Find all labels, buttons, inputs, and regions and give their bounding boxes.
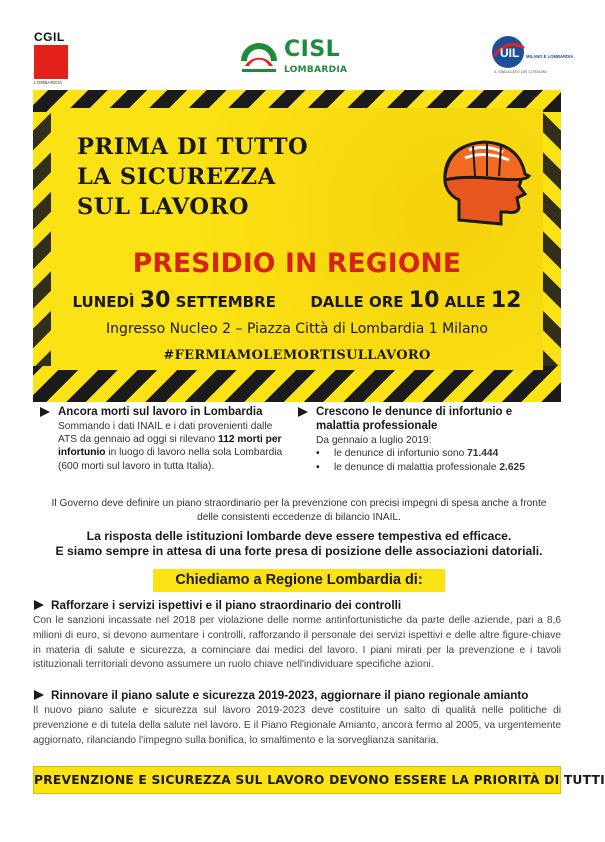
- bold-statement-line-2: E siamo sempre in attesa di una forte presa di posizione delle associazioni datoriali.: [55, 544, 543, 558]
- left-column-text: [40, 420, 288, 473]
- right-column-list: [298, 447, 558, 475]
- section-text: Con le sanzioni incassate nel 2018 per violazione delle norme antinfortunistiche da parte delle aziende, pari a 8,6 milioni di euro, si devono aumentare i controlli, rafforzando il personale dei servizi ispettivi e delle altre figure-chiave in materia di salute e sicurezza, a cominciare dai medici del lavoro. I piani mirati per la prevenzione e i tavoli istituzionali territoriali devono assumere un ruolo chiave nell'individuare specifiche azioni.: [33, 615, 561, 671]
- triangle-bullet-icon: [298, 407, 308, 417]
- footer-banner: PREVENZIONE E SICUREZZA SUL LAVORO DEVONO ESSERE LA PRIORITÀ DI TUTTI: [33, 766, 561, 794]
- cisl-logo-text: CISL: [284, 37, 341, 62]
- right-column: [298, 405, 558, 475]
- event-date-time: [51, 288, 543, 313]
- cisl-emblem-icon: [238, 35, 280, 77]
- section-heading-text: Rafforzare i servizi ispettivi e il piano straordinario dei controlli: [51, 599, 402, 612]
- left-heading-text: Ancora morti sul lavoro in Lombardia: [58, 406, 263, 418]
- uil-logo-text: UIL: [500, 46, 520, 60]
- time-prefix: DALLE ORE: [310, 293, 404, 311]
- cgil-logo-text: CGIL: [34, 30, 65, 44]
- left-column-heading: [40, 405, 288, 419]
- date-month: SETTEMBRE: [175, 293, 276, 311]
- list-item-label: le denunce di infortunio sono: [334, 448, 468, 460]
- cgil-logo: [34, 30, 70, 85]
- date-day: 30: [139, 288, 171, 313]
- section-text: Il nuovo piano salute e sicurezza sul lavoro 2019-2023 deve costituire un salto di qualità nelle politiche di prevenzione e di tutela della salute nel lavoro. E il Piano Regionale Amianto, ancora fermo al 2005, va urgentemente aggiornato, rilanciando l'impegno sulla bonifica, lo smaltimento e la sorveglianza sanitaria.: [33, 705, 561, 746]
- triangle-bullet-icon: [40, 407, 50, 417]
- uil-emblem-icon: [486, 34, 574, 70]
- left-text-before: Sommando i dati INAIL e i dati provenienti dalle ATS da gennaio ad oggi si rilevano: [58, 421, 273, 446]
- date-prefix: LUNEDÌ: [72, 293, 135, 311]
- time-to: 12: [490, 288, 522, 313]
- uil-logo-subtitle: IL SINDACATO DEI CITTADINI: [494, 70, 547, 74]
- cisl-logo: [238, 35, 368, 81]
- headline-line-1: PRIMA DI TUTTO: [77, 134, 309, 160]
- right-column-heading: [298, 405, 558, 433]
- cisl-logo-subtitle: LOMBARDIA: [284, 65, 348, 75]
- bold-statement: [40, 529, 558, 559]
- left-text-after: in luogo di lavoro nella sola Lombardia (600 morti sul lavoro in tutta Italia).: [58, 447, 283, 472]
- header-logos: [0, 0, 595, 88]
- event-hashtag: #FERMIAMOLEMORTISULLAVORO: [163, 348, 431, 363]
- governo-paragraph: Il Governo deve definire un piano straordinario per la prevenzione con precisi impegni di spesa anche a fronte delle consistenti eccedenze di bilancio INAIL.: [51, 498, 547, 523]
- list-item-label: le denunce di malattia professionale: [334, 462, 500, 474]
- triangle-bullet-icon: [34, 600, 44, 610]
- event-address: Ingresso Nucleo 2 – Piazza Città di Lombardia 1 Milano: [106, 321, 488, 337]
- list-item: [316, 447, 558, 461]
- chiediamo-banner: Chiediamo a Regione Lombardia di:: [153, 569, 445, 592]
- hardhat-head-icon: [429, 130, 537, 238]
- time-mid: ALLE: [444, 293, 486, 311]
- request-section-1: [33, 598, 561, 673]
- cgil-logo-subtitle: LOMBARDIA: [34, 80, 63, 85]
- event-title: PRESIDIO IN REGIONE: [132, 248, 462, 279]
- right-heading-text: Crescono le denunce di infortunio e malattia professionale: [316, 406, 513, 432]
- list-item-value: 2.625: [499, 462, 525, 474]
- left-text-highlight: 112 morti per infortunio: [58, 434, 282, 459]
- request-section-2: [33, 688, 561, 748]
- section-heading: [33, 598, 561, 613]
- headline-line-3: SUL LAVORO: [77, 194, 250, 220]
- list-item-value: 71.444: [467, 448, 499, 460]
- list-item: [316, 461, 558, 475]
- time-from: 10: [408, 288, 440, 313]
- poster-headline: [77, 132, 308, 222]
- uil-logo: [486, 34, 574, 78]
- section-heading-text: Rinnovare il piano salute e sicurezza 2019-2023, aggiornare il piano regionale amianto: [51, 689, 529, 702]
- poster-content: [51, 108, 543, 370]
- uil-logo-tagline: MILANO E LOMBARDIA: [526, 54, 574, 59]
- triangle-bullet-icon: [34, 690, 44, 700]
- bold-statement-line-1: La risposta delle istituzioni lombarde deve essere tempestiva ed efficace.: [86, 529, 512, 543]
- cgil-red-block: [34, 45, 68, 79]
- section-heading: [33, 688, 561, 703]
- event-poster: [33, 90, 561, 402]
- right-column-intro: Da gennaio a luglio 2019:: [316, 435, 432, 446]
- left-column: [40, 405, 288, 473]
- headline-line-2: LA SICUREZZA: [77, 164, 276, 190]
- hazard-stripes-bottom: [33, 366, 561, 402]
